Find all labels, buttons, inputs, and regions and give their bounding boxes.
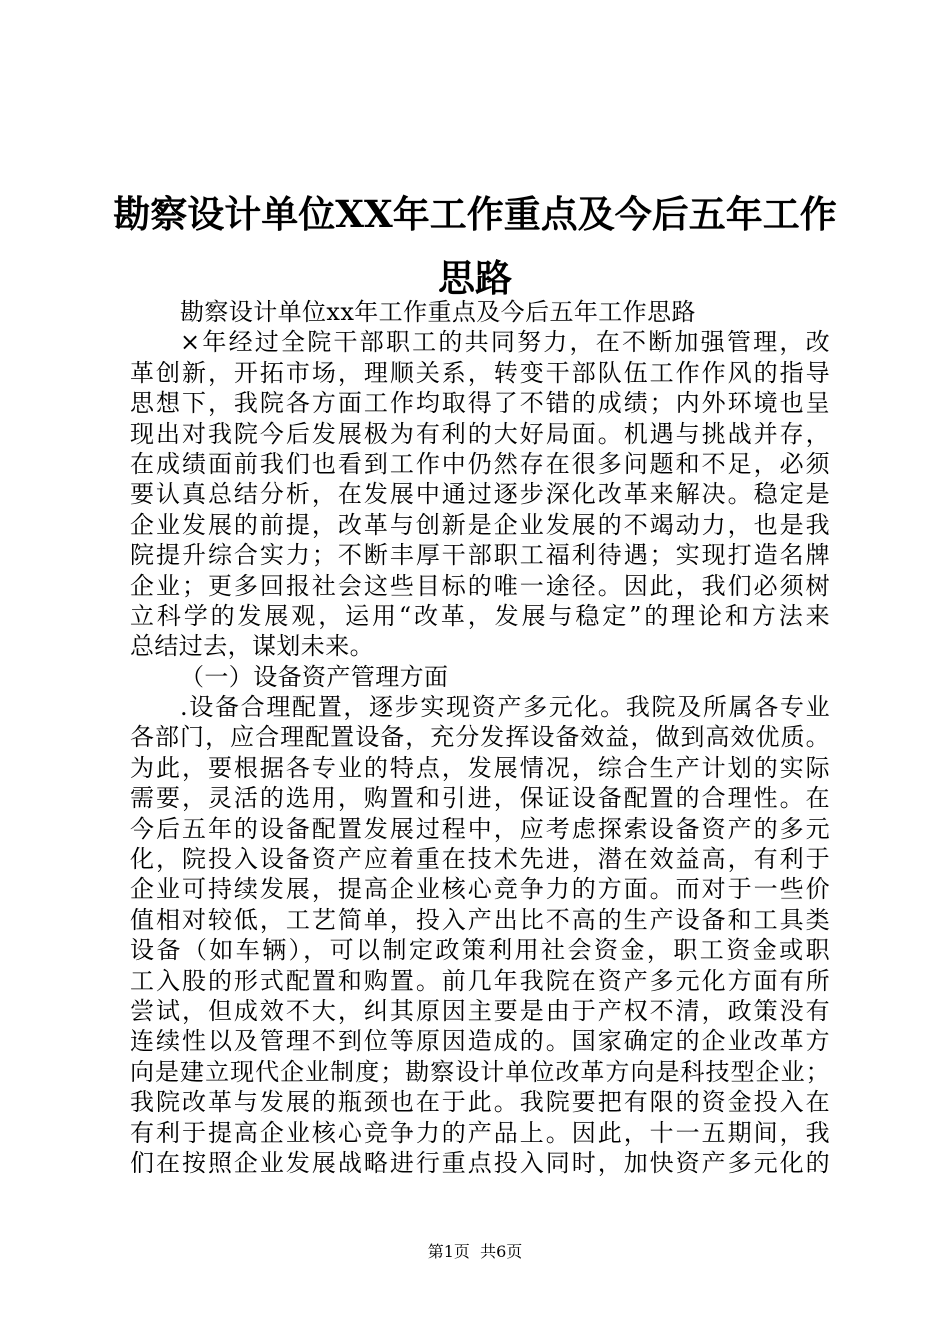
paragraph-line: 思想下，我院各方面工作均取得了不错的成绩；内外环境也呈 bbox=[130, 389, 830, 418]
paragraph-line: 连续性以及管理不到位等原因造成的。国家确定的企业改革方 bbox=[130, 1027, 830, 1056]
paragraph-line: 现出对我院今后发展极为有利的大好局面。机遇与挑战并存， bbox=[130, 419, 830, 448]
paragraph-line: 设备（如车辆），可以制定政策利用社会资金，职工资金或职 bbox=[130, 936, 830, 965]
paragraph-line: 需要，灵活的选用，购置和引进，保证设备配置的合理性。在 bbox=[130, 784, 830, 813]
paragraph-line: 各部门，应合理配置设备，充分发挥设备效益，做到高效优质。 bbox=[130, 723, 830, 752]
paragraph-line: 总结过去，谋划未来。 bbox=[130, 632, 374, 661]
paragraph-line: 工入股的形式配置和购置。前几年我院在资产多元化方面有所 bbox=[130, 966, 830, 995]
paragraph-line: 们在按照企业发展战略进行重点投入同时，加快资产多元化的 bbox=[130, 1148, 830, 1177]
subtitle-line: 勘察设计单位xx年工作重点及今后五年工作思路 bbox=[180, 298, 696, 326]
section-heading: （一）设备资产管理方面 bbox=[180, 662, 449, 691]
paragraph-line: ×年经过全院干部职工的共同努力，在不断加强管理，改 bbox=[180, 328, 830, 357]
page-footer bbox=[0, 1242, 950, 1262]
paragraph-line: 尝试，但成效不大，纠其原因主要是由于产权不清，政策没有 bbox=[130, 996, 830, 1025]
paragraph-line: 革创新，开拓市场，理顺关系，转变干部队伍工作作风的指导 bbox=[130, 358, 830, 387]
paragraph-line: .设备合理配置，逐步实现资产多元化。我院及所属各专业 bbox=[180, 693, 830, 722]
page-number: 第1页 共6页 bbox=[427, 1242, 523, 1261]
paragraph-line: 化，院投入设备资产应着重在技术先进，潜在效益高，有利于 bbox=[130, 845, 830, 874]
title-line-2: 思路 bbox=[438, 256, 512, 300]
paragraph-line: 企业；更多回报社会这些目标的唯一途径。因此，我们必须树 bbox=[130, 571, 830, 600]
document-title bbox=[100, 182, 850, 310]
paragraph-line: 我院改革与发展的瓶颈也在于此。我院要把有限的资金投入在 bbox=[130, 1088, 830, 1117]
paragraph-line: 企业可持续发展，提高企业核心竞争力的方面。而对于一些价 bbox=[130, 875, 830, 904]
paragraph-line: 在成绩面前我们也看到工作中仍然存在很多问题和不足，必须 bbox=[130, 449, 830, 478]
paragraph-line: 有利于提高企业核心竞争力的产品上。因此，十一五期间，我 bbox=[130, 1118, 830, 1147]
document-body bbox=[130, 297, 830, 1178]
paragraph-line: 今后五年的设备配置发展过程中，应考虑探索设备资产的多元 bbox=[130, 814, 830, 843]
paragraph-line: 为此，要根据各专业的特点，发展情况，综合生产计划的实际 bbox=[130, 753, 830, 782]
paragraph-line: 向是建立现代企业制度；勘察设计单位改革方向是科技型企业； bbox=[130, 1057, 830, 1086]
paragraph-line: 企业发展的前提，改革与创新是企业发展的不竭动力，也是我 bbox=[130, 510, 830, 539]
paragraph-line: 院提升综合实力；不断丰厚干部职工福利待遇；实现打造名牌 bbox=[130, 541, 830, 570]
paragraph-line: 值相对较低，工艺简单，投入产出比不高的生产设备和工具类 bbox=[130, 905, 830, 934]
paragraph-line: 要认真总结分析，在发展中通过逐步深化改革来解决。稳定是 bbox=[130, 480, 830, 509]
title-line-1: 勘察设计单位XX年工作重点及今后五年工作 bbox=[113, 192, 837, 236]
paragraph-line: 立科学的发展观，运用“改革，发展与稳定”的理论和方法来 bbox=[130, 601, 830, 630]
